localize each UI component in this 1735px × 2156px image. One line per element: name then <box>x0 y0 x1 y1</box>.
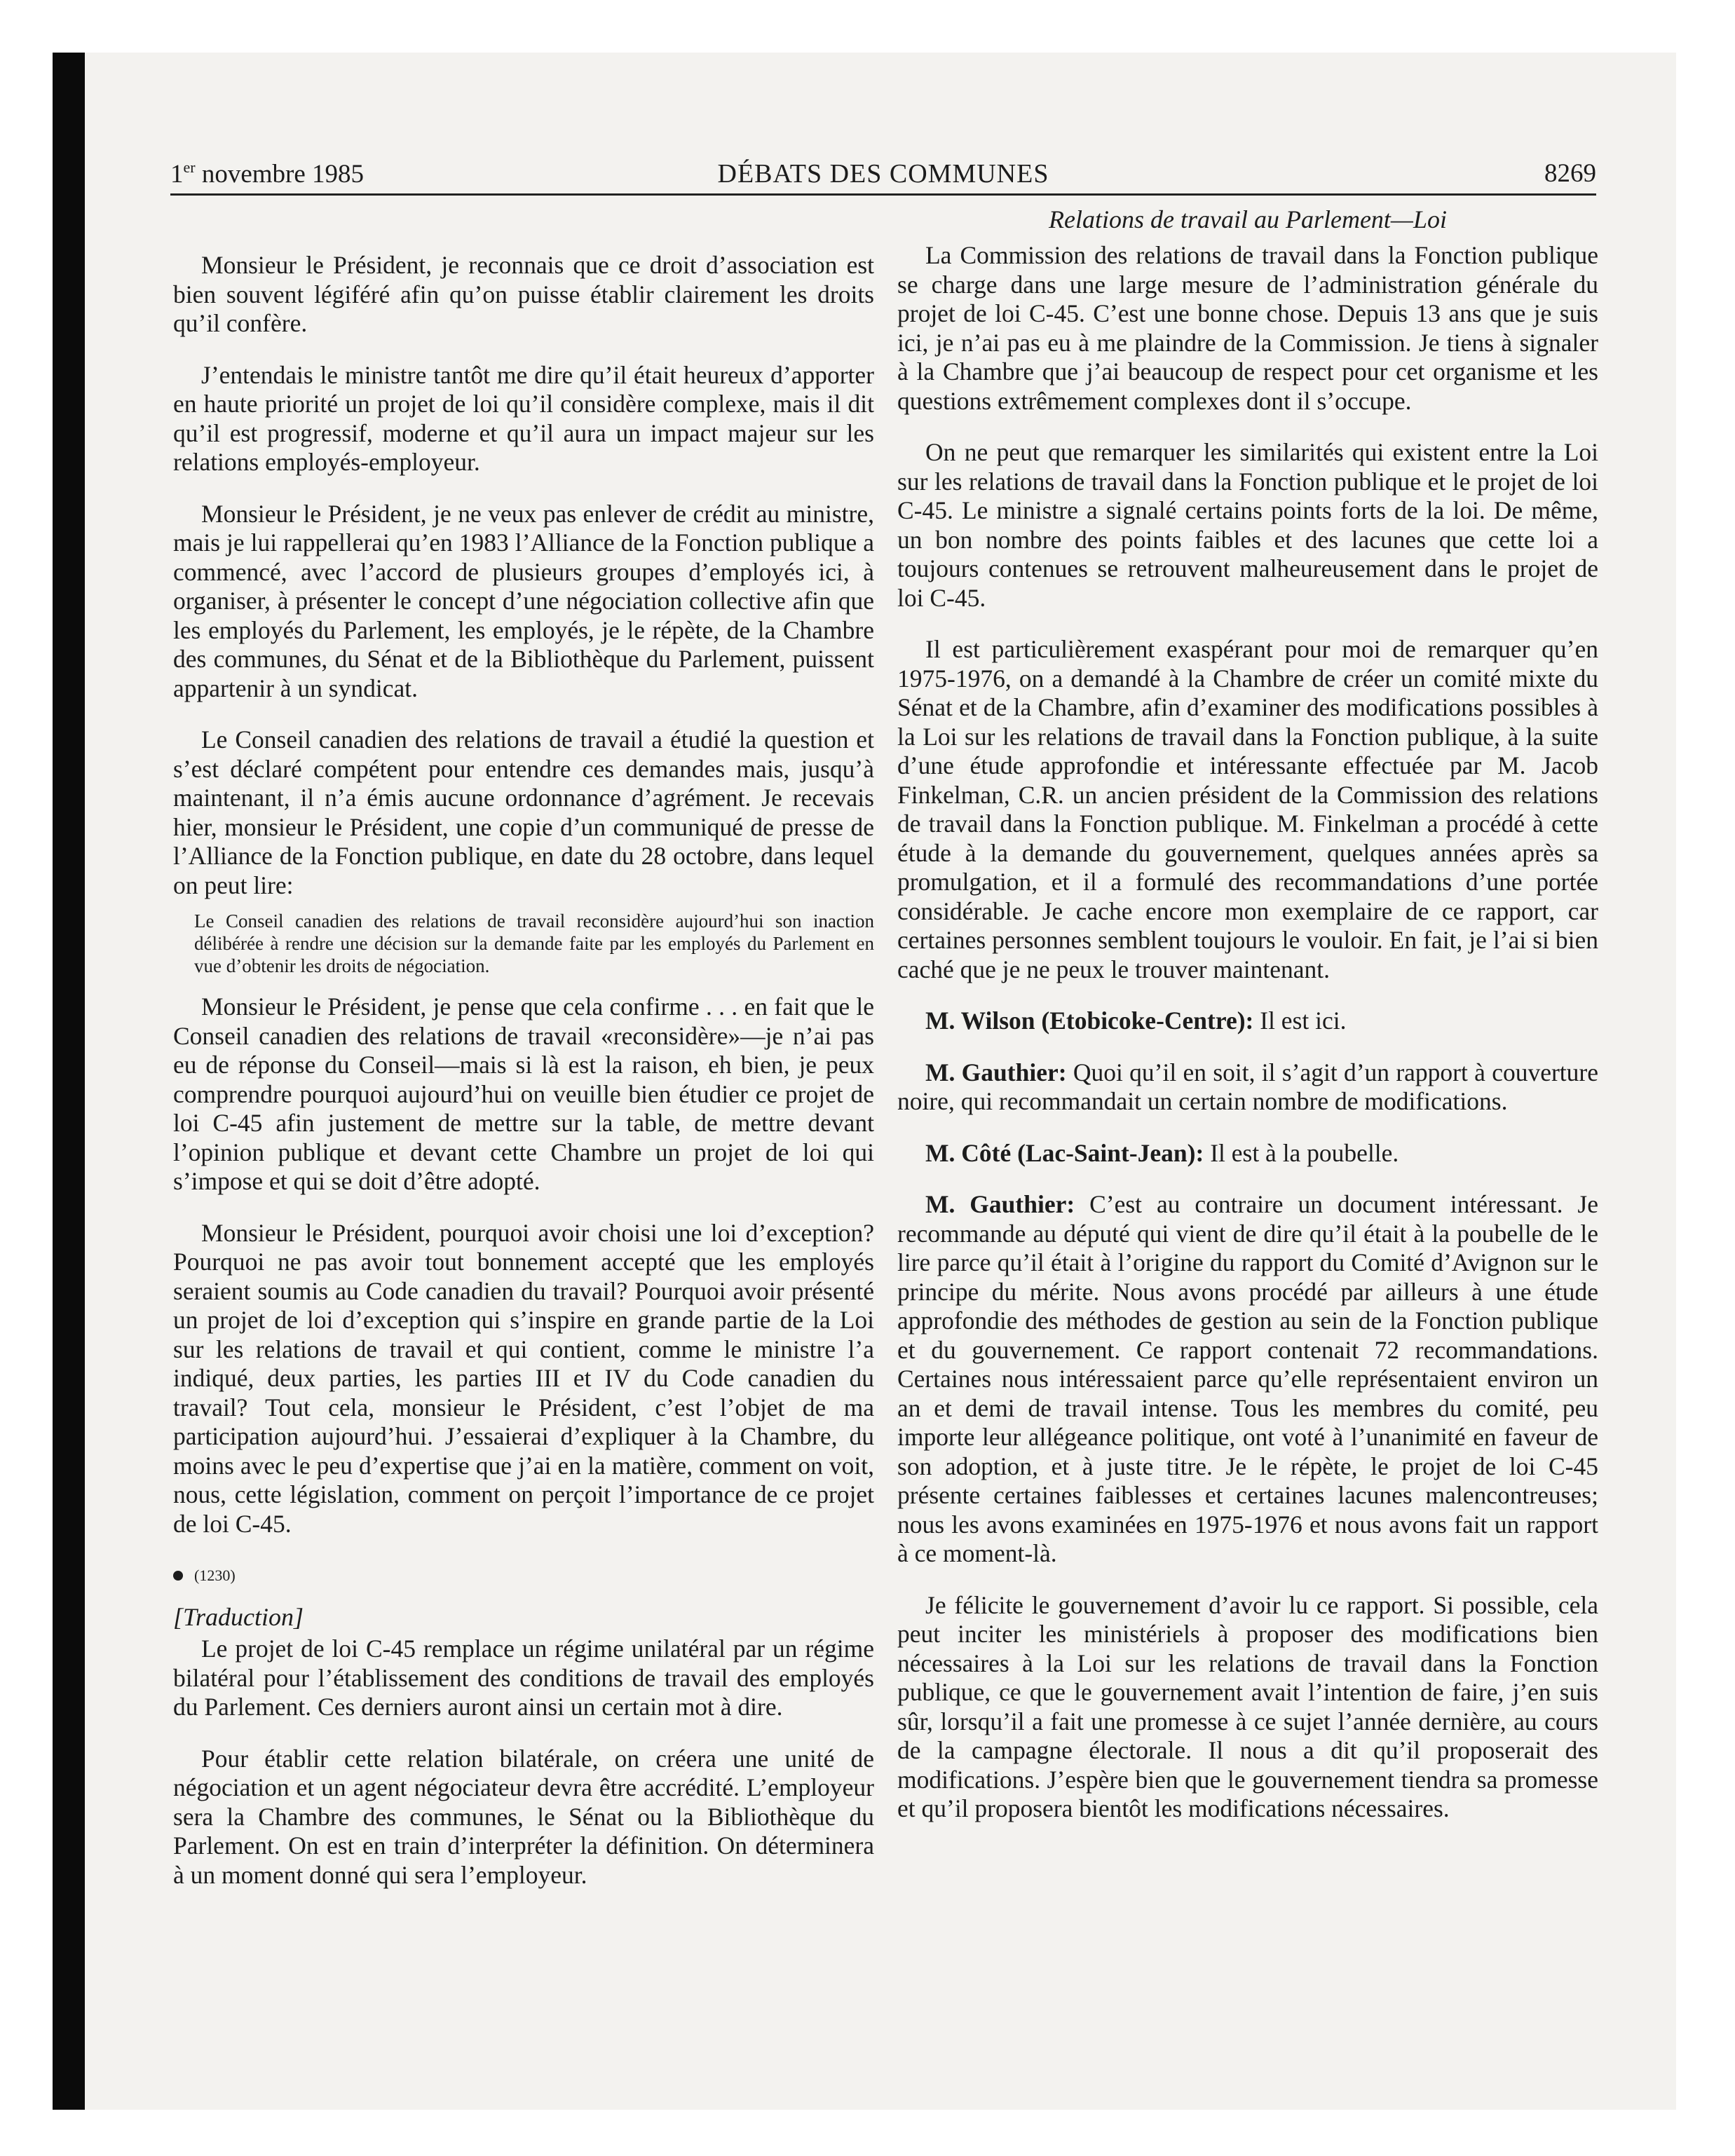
left-column <box>173 251 874 1912</box>
speaker-name: M. Wilson (Etobicoke-Centre): <box>925 1007 1254 1035</box>
paragraph: On ne peut que remarquer les similarités qui existent entre la Loi sur les relations de travail dans la Fonction publique et le projet de loi C-45. Le ministre a signalé certains points forts de la loi. De même, un bon nombre des points faibles et des lacunes que cette loi a toujours contenues se retrouvent malheureusement dans le projet de loi C-45. <box>897 438 1598 612</box>
speech-text: Il est ici. <box>1253 1007 1347 1035</box>
paragraph: Monsieur le Président, je reconnais que ce droit d’association est bien souvent légiféré afin qu’on puisse établir clairement les droits qu’il confère. <box>173 251 874 337</box>
speaker-name: M. Gauthier: <box>925 1058 1067 1086</box>
paragraph: J’entendais le ministre tantôt me dire qu’il était heureux d’apporter en haute priorité un projet de loi qu’il considère complexe, mais il dit qu’il est progressif, moderne et qu’il aura un impact majeur sur les relations employés-employeur. <box>173 360 874 476</box>
scan-binding-edge <box>53 53 85 2110</box>
header-title: DÉBATS DES COMMUNES <box>717 159 1049 189</box>
time-marker <box>173 1561 874 1590</box>
speaker-name: M. Côté (Lac-Saint-Jean): <box>925 1138 1204 1167</box>
right-column <box>897 205 1598 1846</box>
speech-entry <box>897 1190 1598 1569</box>
section-heading: Relations de travail au Parlement—Loi <box>1049 205 1447 233</box>
speech-text: C’est au contraire un document intéressant. Je recommande au député qui vient de dire qu’il était à la poubelle de le lire parce qu’il était à l’origine du rapport du Comité d’Avignon sur le principe du mérite. Nous avons procédé par ailleurs à une étude approfondie des méthodes de gestion au sein de la Fonction publique et du gouvernement. Ce rapport contenait 72 recommandations. Certaines nous intéressaient parce qu’elle représentaient environ un an et demi de travail intense. Tous les membres du comité, peu importe leur allégeance politique, ont voté à l’unanimité en faveur de son adoption, et à juste titre. Je le répète, le projet de loi C-45 présente certaines faiblesses et certaines lacunes malencontreuses; nous les avons examinées en 1975-1976 et nous avons fait un rapport à ce moment-là. <box>897 1190 1598 1567</box>
running-header <box>170 158 1596 193</box>
speech-text: Quoi qu’il en soit, il s’agit d’un rapport à couverture noire, qui recommandait un certain nombre de modifications. <box>897 1058 1598 1115</box>
paragraph: Le Conseil canadien des relations de travail a étudié la question et s’est déclaré compétent pour entendre ces demandes mais, jusqu’à maintenant, il n’a émis aucune ordonnance d’agrément. Je recevais hier, monsieur le Président, une copie d’un communiqué de presse de l’Alliance de la Fonction publique, en date du 28 octobre, dans lequel on peut lire: <box>173 725 874 899</box>
header-rule <box>170 193 1596 196</box>
speaker-name: M. Gauthier: <box>925 1190 1075 1218</box>
paragraph: Monsieur le Président, je ne veux pas enlever de crédit au ministre, mais je lui rappellerai qu’en 1983 l’Alliance de la Fonction publique a commencé, avec l’accord de plusieurs groupes d’employés ici, à organiser, à présenter le concept d’une négociation collective afin que les employés du Parlement, les employés, je le répète, de la Chambre des communes, du Sénat et de la Bibliothèque du Parlement, puissent appartenir à un syndicat. <box>173 499 874 702</box>
paragraph: Monsieur le Président, pourquoi avoir choisi une loi d’exception? Pourquoi ne pas avoir tout bonnement accepté que les employés seraient soumis au Code canadien du travail? Pourquoi avoir présenté un projet de loi d’exception qui s’inspire en grande partie de la Loi sur les relations de travail et qui contient, comme le ministre l’a indiqué, deux parties, les parties III et IV du Code canadien du travail? Tout cela, monsieur le Président, c’est l’objet de ma participation aujourd’hui. J’essaierai d’expliquer à la Chambre, du moins avec le peu d’expertise que j’ai en la matière, comment on voit, nous, cette législation, comment on perçoit l’importance de ce projet de loi C-45. <box>173 1218 874 1538</box>
paragraph: Il est particulièrement exaspérant pour moi de remarquer qu’en 1975-1976, on a demandé à la Chambre de créer un comité mixte du Sénat et de la Chambre, afin d’examiner des modifications possibles à la Loi sur les relations de travail dans la Fonction publique, à la suite d’une étude approfondie et intéressante effectuée par M. Jacob Finkelman, C.R. un ancien président de la Commission des relations de travail dans la Fonction publique. M. Finkelman a procédé à cette étude à la demande du gouvernement, quelques années après sa promulgation, et il a formulé des recommandations d’une portée considérable. Je cache encore mon exemplaire de ce rapport, car certaines personnes semblent toujours le vouloir. En fait, je l’ai si bien caché que je ne peux le trouver maintenant. <box>897 635 1598 983</box>
speech-entry <box>897 1007 1598 1036</box>
speech-entry <box>897 1058 1598 1117</box>
speech-text: Il est à la poubelle. <box>1204 1138 1399 1167</box>
header-date: 1er novembre 1985 <box>170 158 365 189</box>
translation-marker: [Traduction] <box>173 1602 304 1631</box>
paragraph: Pour établir cette relation bilatérale, on créera une unité de négociation et un agent négociateur devra être accrédité. L’employeur sera la Chambre des communes, le Sénat ou la Bibliothèque du Parlement. On est en train d’interpréter la définition. On déterminera à un moment donné qui sera l’employeur. <box>173 1744 874 1889</box>
block-quote: Le Conseil canadien des relations de travail reconsidère aujourd’hui son inaction délibérée à rendre une décision sur la demande faite par les employés du Parlement en vue d’obtenir les droits de négociation. <box>194 910 874 976</box>
paragraph: Je félicite le gouvernement d’avoir lu ce rapport. Si possible, cela peut inciter les ministériels à proposer des modifications bien nécessaires à la Loi sur les relations de travail dans la Fonction publique, ce que le gouvernement avait l’intention de faire, j’en suis sûr, lorsqu’il a fait une promesse à ce sujet l’année dernière, au cours de la campagne électorale. Il nous a dit qu’il proposerait des modifications. J’espère bien que le gouvernement tiendra sa promesse et qu’il proposera bientôt les modifications nécessaires. <box>897 1590 1598 1822</box>
page-number: 8269 <box>1544 159 1596 188</box>
paragraph: La Commission des relations de travail dans la Fonction publique se charge dans une large mesure de l’administration générale du projet de loi C-45. C’est une bonne chose. Depuis 13 ans que je suis ici, je n’ai pas eu à me plaindre de la Commission. Je tiens à signaler à la Chambre que j’ai beaucoup de respect pour cet organisme et les questions extrêmement complexes dont il s’occupe. <box>897 241 1598 415</box>
paragraph: Le projet de loi C-45 remplace un régime unilatéral par un régime bilatéral pour l’établissement des conditions de travail des employés du Parlement. Ces derniers auront ainsi un certain mot à dire. <box>173 1635 874 1721</box>
bullet-icon <box>173 1571 183 1581</box>
paragraph: Monsieur le Président, je pense que cela confirme . . . en fait que le Conseil canadien des relations de travail «reconsidère»—je n’ai pas eu de réponse du Conseil—mais si là est la raison, eh bien, je peux comprendre pourquoi aujourd’hui on veuille bien étudier ce projet de loi C-45 afin justement de mettre sur la table, de mettre devant l’opinion publique et devant cette Chambre un projet de loi qui s’impose et qui se doit d’être adopté. <box>173 992 874 1195</box>
time-marker-text: (1230) <box>194 1567 236 1584</box>
speech-entry <box>897 1139 1598 1168</box>
